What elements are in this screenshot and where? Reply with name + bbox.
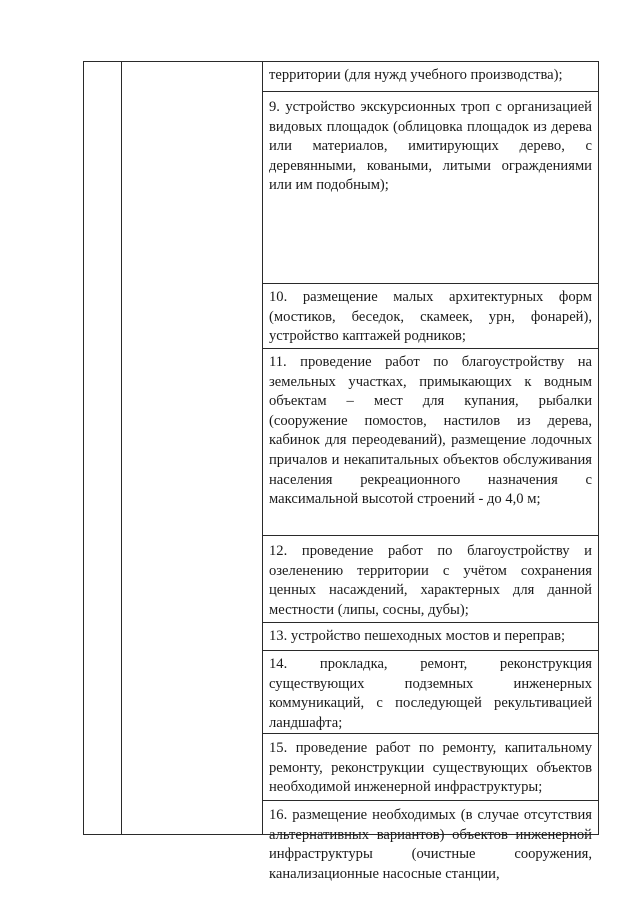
row-text: 9. устройство экскурсионных троп с организацией видовых площадок (облицовка площадок из дерева или материалов, имитирующих дерево, с деревянными, коваными, литыми ограждениями или им подобным); xyxy=(269,99,592,194)
row-text: 10. размещение малых архитектурных форм (мостиков, беседок, скамеек, урн, фонарей), устройство каптажей родников; xyxy=(269,289,592,345)
table-row xyxy=(263,92,598,284)
table-row xyxy=(263,536,598,623)
row-text: 12. проведение работ по благоустройству и озеленению территории с учётом сохранения ценных насаждений, характерных для данной местности (липы, сосны, дубы); xyxy=(269,543,592,618)
row-text: 11. проведение работ по благоустройству на земельных участках, примыкающих к водным объектам – мест для купания, рыбалки (сооружение помостов, настилов из дерева, кабинок для переодеваний), размещение лодочных причалов и некапитальных объектов обслуживания населения рекреационного назначения с максимальной высотой строений - до 4,0 м; xyxy=(269,354,592,508)
document-table xyxy=(83,61,599,882)
table-row xyxy=(263,651,598,734)
table-row xyxy=(263,349,598,536)
row-text: территории (для нужд учебного производства); xyxy=(269,67,563,83)
text-column xyxy=(263,62,598,882)
table-row xyxy=(263,284,598,349)
column-divider xyxy=(121,62,122,834)
table-row xyxy=(263,801,598,882)
table-row xyxy=(263,62,598,92)
table-row xyxy=(263,623,598,651)
row-text: 16. размещение необходимых (в случае отсутствия альтернативных вариантов) объектов инженерной инфраструктуры (очистные сооружения, канализационные насосные станции, xyxy=(269,807,592,882)
table-row xyxy=(263,734,598,801)
row-text: 13. устройство пешеходных мостов и переправ; xyxy=(269,628,566,644)
row-text: 14. прокладка, ремонт, реконструкция существующих подземных инженерных коммуникаций, с последующей рекультивацией ландшафта; xyxy=(269,656,592,731)
row-text: 15. проведение работ по ремонту, капитальному ремонту, реконструкции существующих объектов необходимой инженерной инфраструктуры; xyxy=(269,740,592,796)
